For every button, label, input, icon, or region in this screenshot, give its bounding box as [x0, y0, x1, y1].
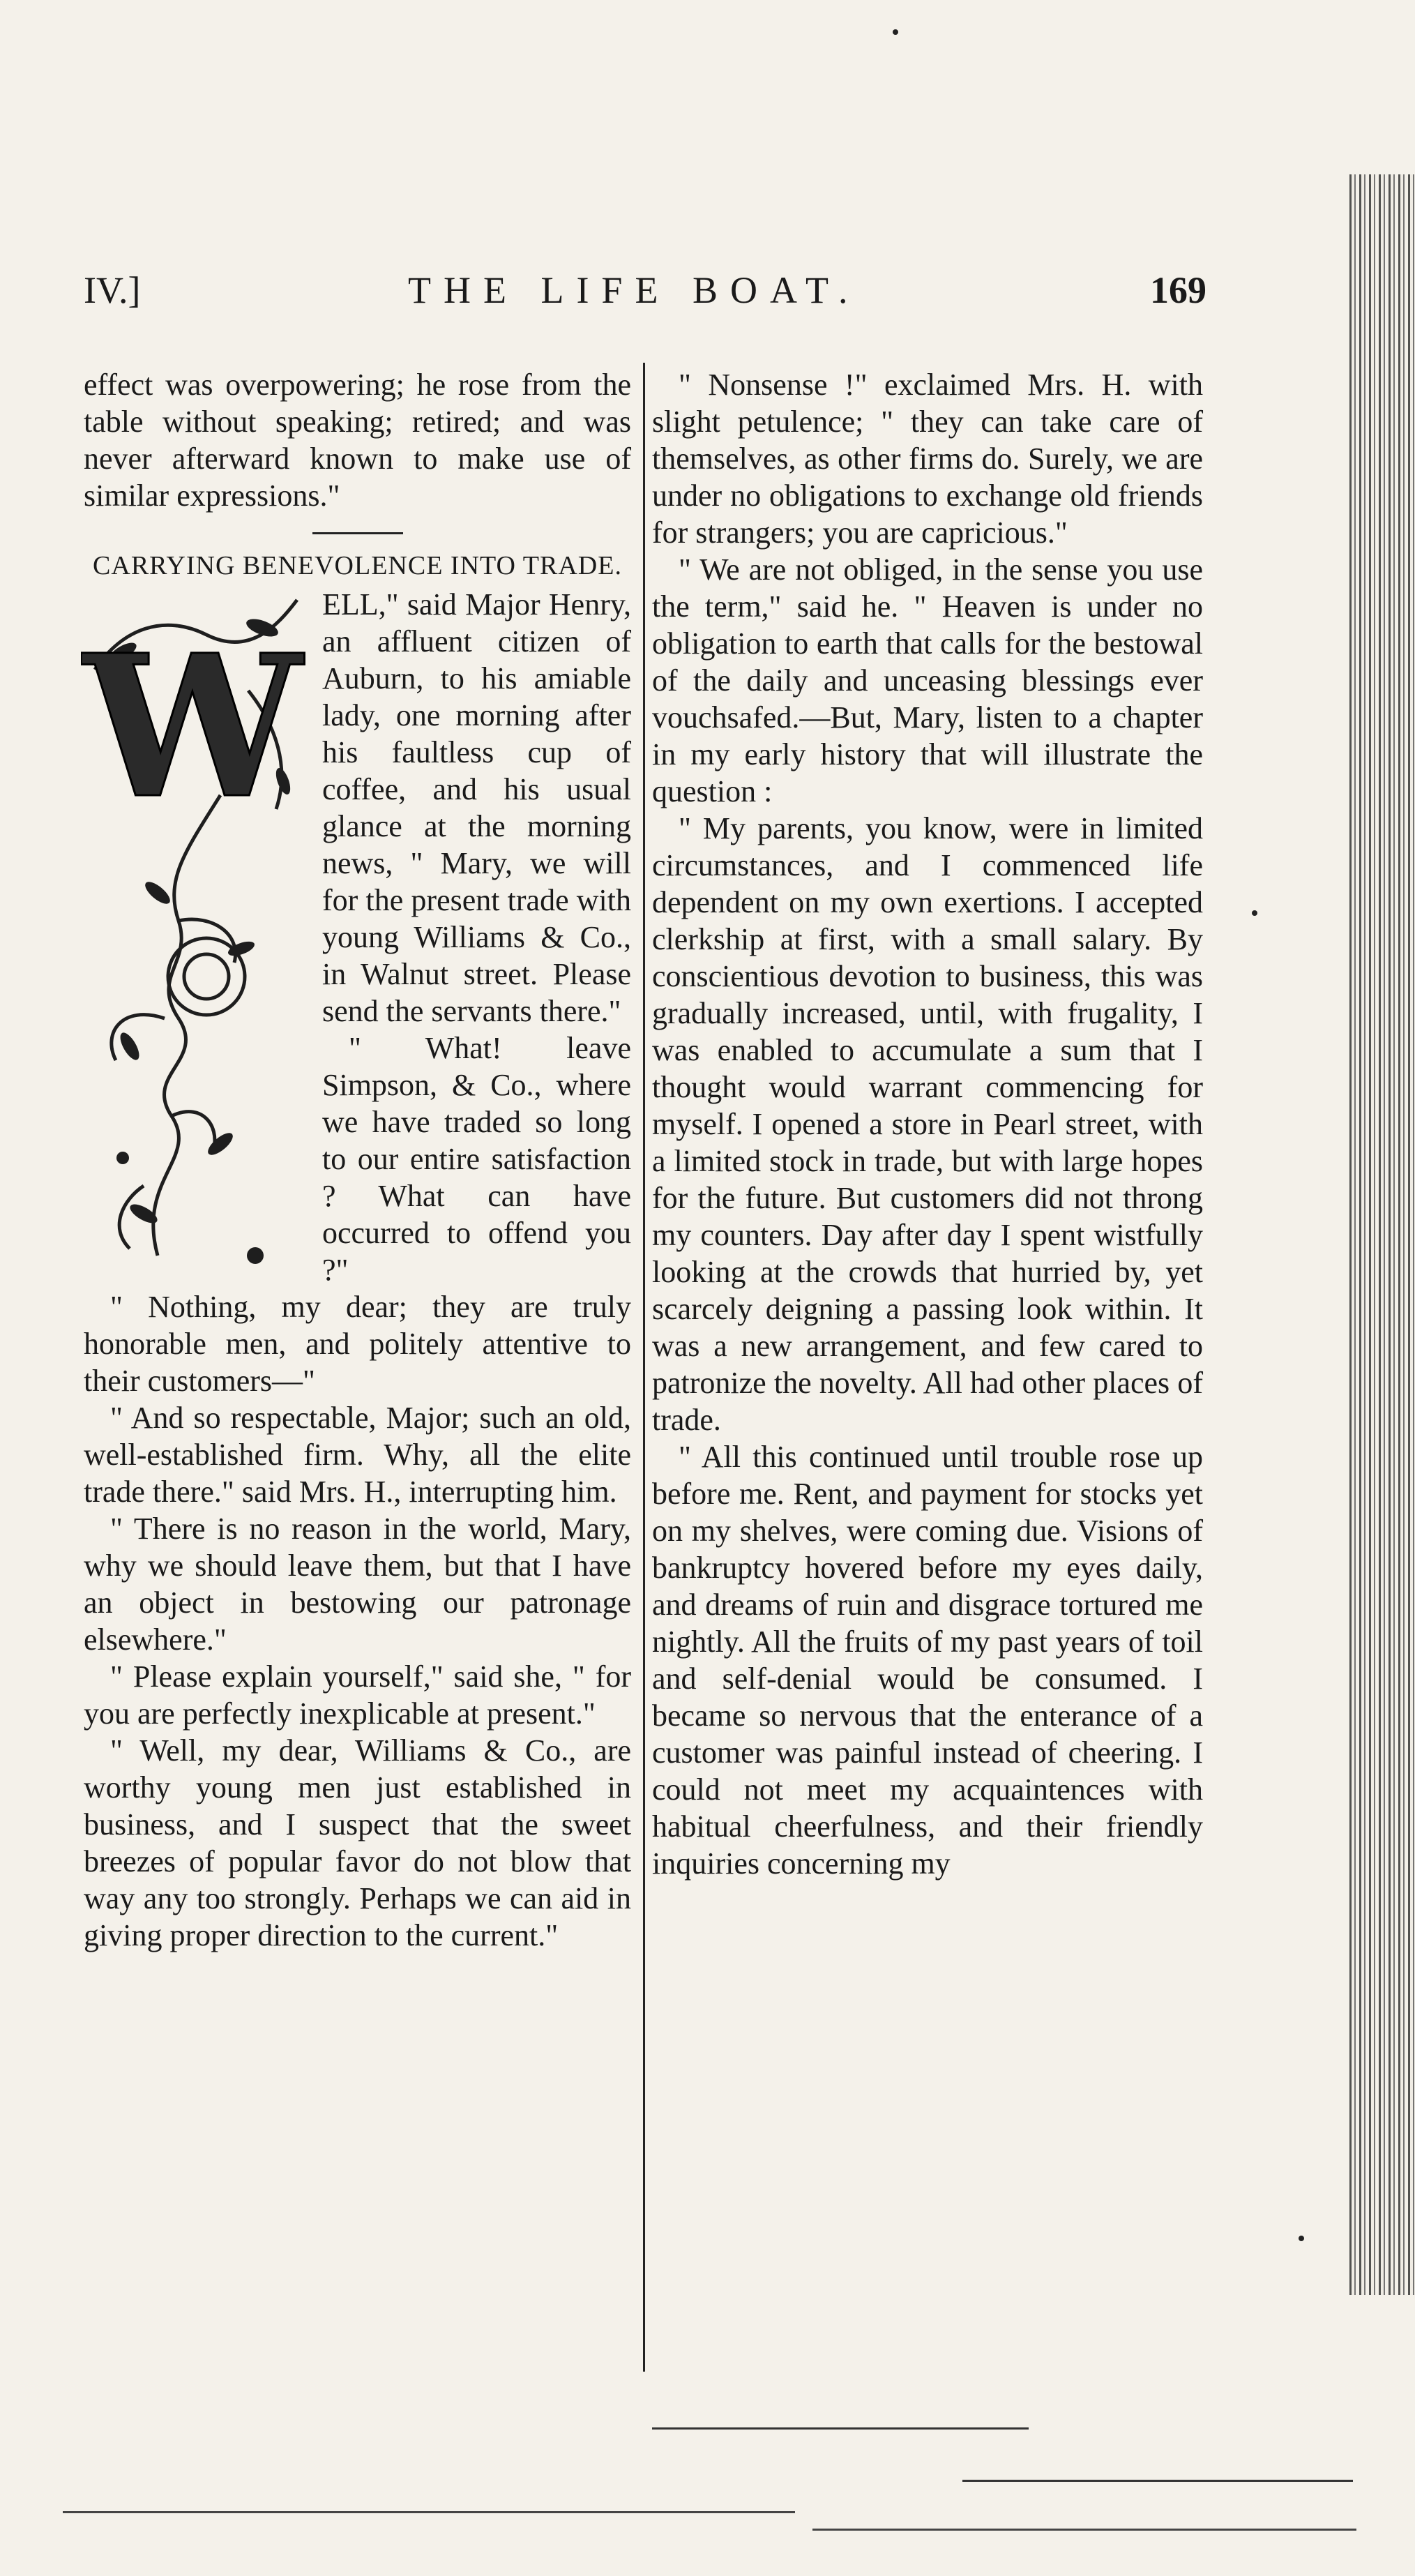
floral-vine-ornament [81, 586, 311, 1266]
opening-paragraph: ELL," said Major Henry, an affluent citizen of Auburn, to his amiable lady, one morning after his faultless cup of coffee, and his usual glance at the morning news, " Mary, we will for the present trade with young Williams & Co., in Walnut street. Please send the servants there." [322, 587, 631, 1028]
ornamental-dropcap [81, 586, 311, 1266]
left-paragraph-6: " Please explain yourself," said she, " for you are perfectly inexplicable at present." [84, 1659, 631, 1731]
left-paragraph-7: " Well, my dear, Williams & Co., are worthy young men just established in business, and I suspect that the sweet breezes of popular favor do not blow that way any too strongly. Perhaps we can aid in giving proper direction to the current." [84, 1733, 631, 1952]
left-paragraph-5: " There is no reason in the world, Mary, why we should leave them, but that I have an object in bestowing our patronage elsewhere." [84, 1512, 631, 1657]
dropcap-letter: W [82, 612, 303, 842]
continued-paragraph: effect was overpowering; he rose from the table without speaking; retired; and was never afterward known to make use of similar expressions." [84, 368, 631, 513]
right-paragraph-1: " Nonsense !" exclaimed Mrs. H. with slight petulence; " they can take care of themselves, as other firms do. Surely, we are under no obligations to exchange old friends for strangers; you are capricious." [652, 368, 1203, 550]
article-separator [312, 532, 403, 534]
bottom-rule-lower [812, 2529, 1356, 2531]
running-header [84, 269, 1206, 317]
article-title: CARRYING BENEVOLENCE INTO TRADE. [93, 551, 622, 580]
bottom-rule-far-right [962, 2480, 1353, 2482]
left-column [84, 366, 631, 1954]
left-paragraph-2: " What! leave Simpson, & Co., where we have traded so long to our entire satisfaction ? What can have occurred to offend you ?" [322, 1031, 631, 1287]
speck [1299, 2236, 1304, 2241]
bottom-rule-right [652, 2427, 1029, 2430]
right-column [652, 366, 1203, 1882]
left-paragraph-3: " Nothing, my dear; they are truly honorable men, and politely attentive to their customers—" [84, 1290, 631, 1398]
page-edge-shadow [1349, 174, 1415, 2295]
page-number: 169 [1150, 269, 1206, 311]
right-paragraph-3: " My parents, you know, were in limited circumstances, and I commenced life dependent on my own exertions. I accepted clerkship at first, with a small salary. By conscientious devotion to business, this was gradually increased, until, with frugality, I was enabled to accumulate a sum that I thought would warrant commencing for myself. I opened a store in Pearl street, with a limited stock in trade, but with large hopes for the future. But customers did not throng my counters. Day after day I spent wistfully looking at the crowds that hurried by, yet scarcely deigning a passing look within. It was a new arrangement, and few cared to patronize the novelty. All had other places of trade. [652, 811, 1203, 1437]
bottom-rule-left [63, 2511, 795, 2513]
right-paragraph-2: " We are not obliged, in the sense you use the term," said he. " Heaven is under no obligation to earth that calls for the bestowal of the daily and unceasing blessings ever vouchsafed.—But, Mary, listen to a chapter in my early history that will illustrate the question : [652, 552, 1203, 808]
speck [893, 29, 898, 35]
section-label: IV.] [84, 269, 141, 311]
right-paragraph-4: " All this continued until trouble rose up before me. Rent, and payment for stocks yet on my shelves, were coming due. Visions of bankruptcy hovered before my eyes daily, and dreams of ruin and disgrace tortured me nightly. All the fruits of my past years of toil and self-denial would be consumed. I became so nervous that the enterance of a customer was painful instead of cheering. I could not meet my acquaintences with habitual cheerfulness, and their friendly inquiries concerning my [652, 1440, 1203, 1881]
running-title: THE LIFE BOAT. [408, 269, 861, 311]
speck [1252, 910, 1257, 916]
column-divider [643, 363, 645, 2372]
left-paragraph-4: " And so respectable, Major; such an old, well-established firm. Why, all the elite trade there." said Mrs. H., interrupting him. [84, 1401, 631, 1509]
